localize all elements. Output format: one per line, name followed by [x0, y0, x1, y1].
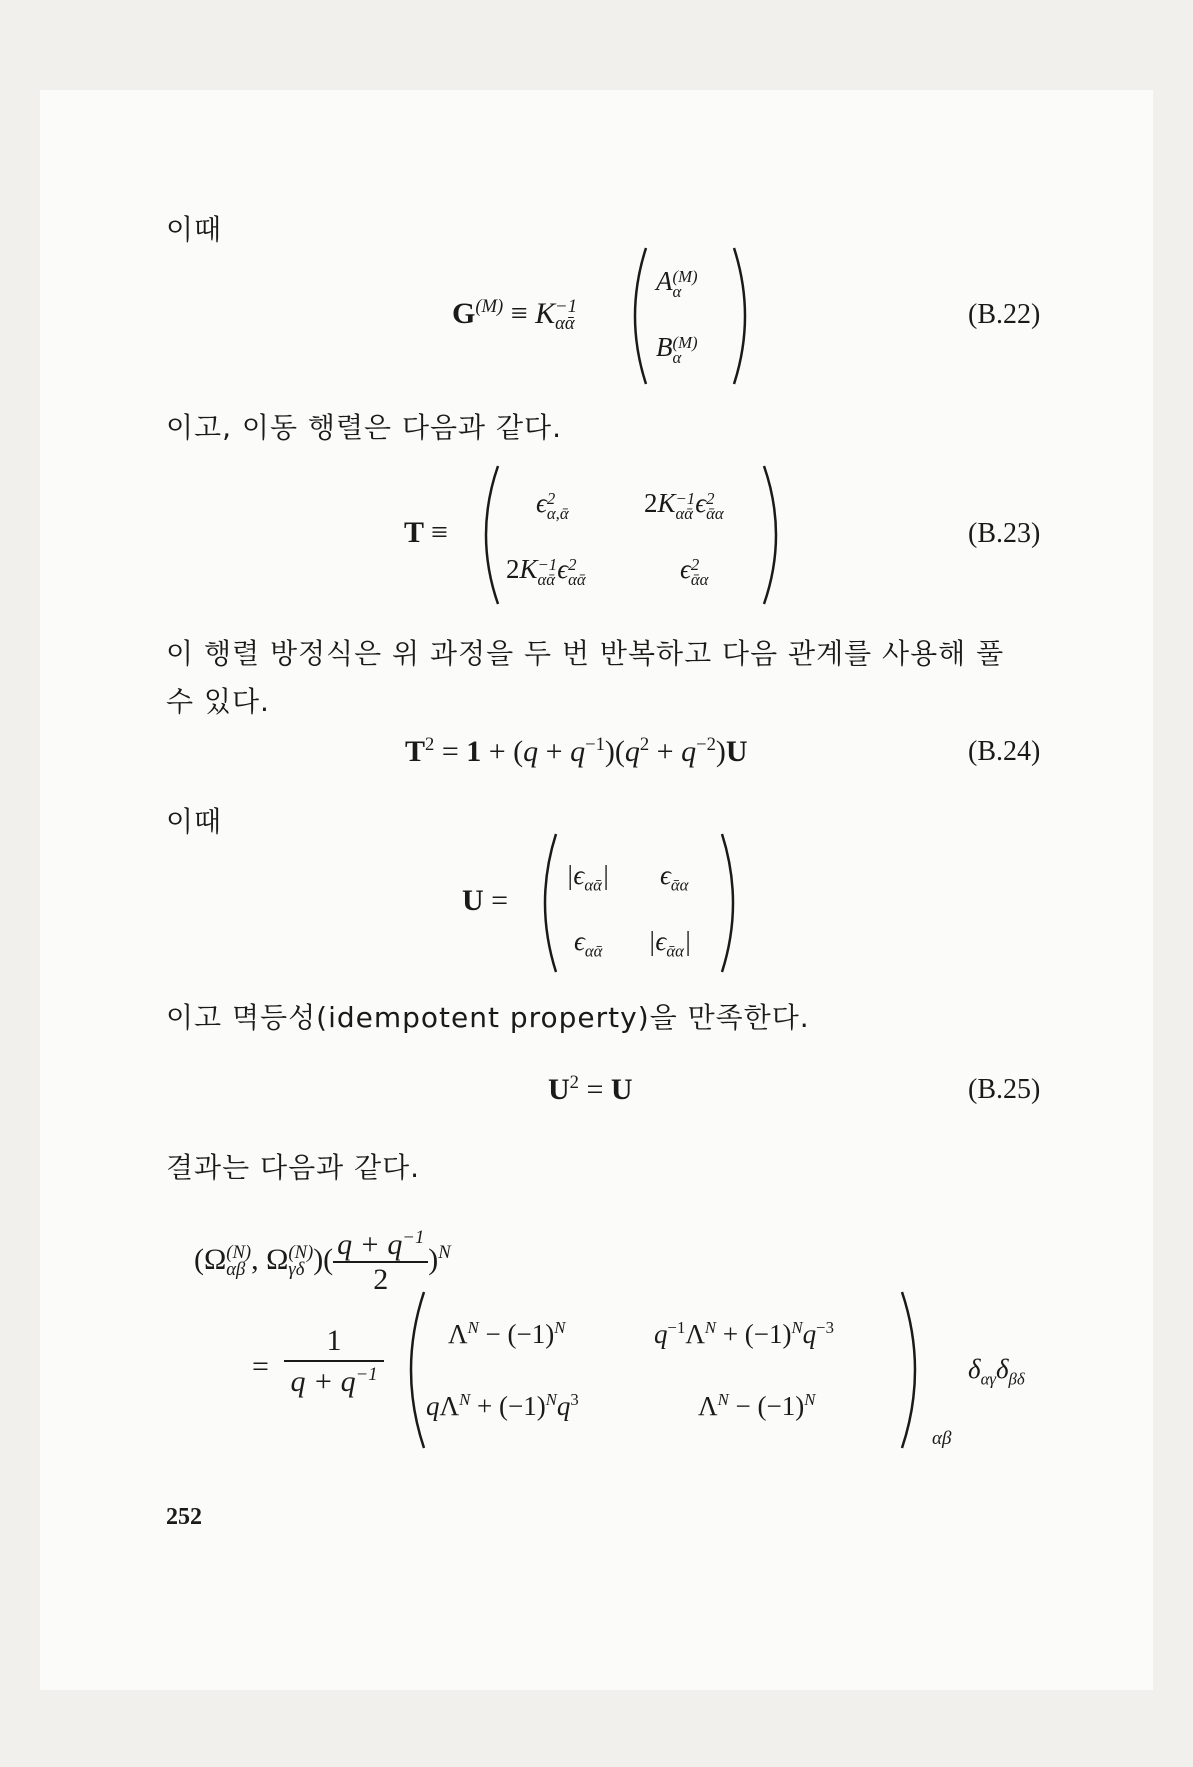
eq24-number: (B.24) [968, 736, 1041, 767]
paragraph-4: 이때 [166, 805, 223, 838]
result-fraction: 1 $q + q^{-1}$ [284, 1324, 384, 1399]
eq22-right-paren [730, 246, 760, 386]
eq22-cell-b: B(M) α [656, 332, 698, 367]
eq24-body: $T^2 = 1 + (q + q^{-1})(q^2 + q^{-2})U$ [405, 734, 748, 768]
eq23-cell-11: ϵ2 α,ᾱ [536, 488, 569, 523]
paragraph-5: 이고 멱등성(idempotent property)을 만족한다. [166, 1001, 810, 1034]
result-cell-12: $q^{-1}\Lambda^N + (-1)^Nq^{-3}$ [654, 1318, 834, 1349]
paragraph-1: 이때 [166, 213, 223, 246]
page-number: 252 [166, 1504, 202, 1530]
u-right-paren [718, 832, 748, 974]
eq22-lhs: $G^{(M)} \equiv K-1$ αᾱ [452, 296, 578, 335]
eq23-cell-22: ϵ2 ᾱα [680, 554, 709, 589]
result-equals: = [252, 1350, 269, 1383]
u-lhs: U = [462, 884, 509, 917]
u-cell-12: $\epsilon_{ᾱ\alpha}$ [660, 860, 689, 895]
eq23-right-paren [760, 464, 792, 606]
u-cell-22: $|\epsilon_{ᾱ\alpha}|$ [648, 926, 692, 961]
eq22-left-paren [620, 246, 650, 386]
result-cell-22: $\Lambda^N - (-1)^N$ [698, 1390, 816, 1421]
result-lhs: (Ω(N) αβ , Ω(N) γδ )( $\frac{q + q^{-1}}{2}$ )$^N$ [194, 1227, 451, 1296]
eq23-lhs: T ≡ [404, 516, 448, 549]
paragraph-6: 결과는 다음과 같다. [166, 1151, 421, 1184]
result-cell-21: $q\Lambda^N + (-1)^Nq^3$ [426, 1390, 579, 1421]
result-matrix-subscript: αβ [932, 1428, 952, 1449]
eq23-cell-12: 2K−1 αᾱϵ2 ᾱα [644, 488, 724, 523]
eq25-body: $U^2 = U$ [548, 1072, 633, 1106]
result-left-paren [394, 1290, 428, 1450]
u-left-paren [530, 832, 560, 974]
eq22-cell-a: A(M) α [656, 266, 698, 301]
u-cell-11: $|\epsilon_{\alpha ᾱ}|$ [566, 860, 610, 895]
paragraph-3-line-2: 수 있다. [166, 685, 270, 718]
paragraph-3-line-1: 이 행렬 방정식은 위 과정을 두 번 반복하고 다음 관계를 사용해 풀 [166, 637, 1005, 670]
result-right-paren [898, 1290, 932, 1450]
paragraph-2: 이고, 이동 행렬은 다음과 같다. [166, 411, 562, 444]
eq25-number: (B.25) [968, 1074, 1041, 1105]
eq23-left-paren [470, 464, 502, 606]
result-cell-11: $\Lambda^N - (-1)^N$ [448, 1318, 566, 1349]
eq23-cell-21: 2K−1 αᾱϵ2 αᾱ [506, 554, 586, 589]
u-cell-21: $\epsilon_{\alpha ᾱ}$ [574, 926, 603, 961]
eq23-number: (B.23) [968, 518, 1041, 549]
eq22-number: (B.22) [968, 299, 1041, 330]
result-deltas: $\delta_{\alpha\gamma}\delta_{\beta\delta}$ [968, 1354, 1025, 1389]
